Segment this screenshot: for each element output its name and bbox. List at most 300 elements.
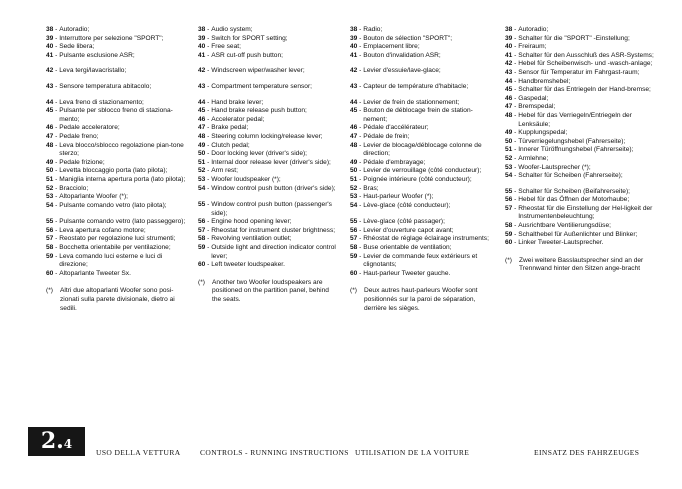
item-number: 55	[350, 218, 358, 226]
item-number: 49	[198, 141, 206, 149]
list-item: 58 - Buse orientable de ventilation;	[350, 244, 492, 253]
item-number: 42	[46, 67, 54, 75]
item-number: 46	[46, 124, 54, 132]
list-item: 59 - Outside light and direction indicator control lever;	[198, 244, 338, 261]
item-number: 43	[505, 68, 513, 76]
item-text: Handbremshebel;	[518, 77, 571, 85]
item-text: Capteur de température d'habitacle;	[363, 82, 469, 90]
item-group	[46, 218, 186, 278]
item-text: Freiraum;	[518, 43, 547, 51]
footnote-marker: (*)	[198, 278, 205, 286]
item-number: 45	[46, 107, 54, 115]
item-text: Switch for SPORT setting;	[211, 34, 288, 42]
item-text: Innerer Türöffnungshebel (Fahrerseite);	[518, 146, 634, 154]
list-item: 50 - Door locking lever (driver's side);	[198, 150, 338, 159]
list-item: 42 - Hebel für Scheibenwisch- und -wasch-anlage;	[505, 60, 655, 69]
item-number: 56	[46, 226, 54, 234]
list-item: 56 - Levier d'ouverture capot avant;	[350, 227, 492, 236]
item-text: Hebel für das Öffnen der Motorhaube;	[518, 196, 630, 204]
page-number-badge	[28, 427, 85, 456]
list-item: 45 - Pulsante per sblocco freno di staziona-mento;	[46, 107, 186, 124]
item-text: Leva tergi/lavacristallo;	[59, 67, 127, 75]
list-item: 48 - Hebel für das Verriegeln/Entriegeln der Lenksäule;	[505, 112, 655, 129]
item-number: 39	[46, 34, 54, 42]
item-number: 46	[505, 94, 513, 102]
item-number: 50	[46, 167, 54, 175]
list-item: 46 - Pédale d'accélérateur;	[350, 124, 492, 133]
item-text: Armlehne;	[518, 154, 549, 162]
item-number: 55	[198, 201, 206, 209]
item-text: Pulsante comando vetro (lato passeggero);	[59, 218, 186, 226]
item-text: Free seat;	[211, 43, 241, 51]
item-text: Rheostat for instrument cluster brightness;	[211, 226, 336, 234]
item-number: 58	[46, 244, 54, 252]
item-text: Bracciolo;	[59, 184, 89, 192]
footer-section-german: EINSATZ DES FAHRZEUGES	[534, 448, 640, 457]
item-text: Schalter für Scheiben (Fahrerseite);	[518, 172, 623, 180]
list-item: 42 - Windscreen wiper/washer lever;	[198, 67, 338, 76]
item-text: Radio;	[363, 26, 383, 33]
list-item: 51 - Poignée intérieure (côté conducteur);	[350, 176, 492, 185]
item-text: Autoradio;	[59, 26, 90, 33]
item-number: 45	[198, 107, 206, 115]
item-group	[350, 218, 492, 278]
list-item: 48 - Levier de blocage/déblocage colonne de direction;	[350, 142, 492, 159]
footnote-marker: (*)	[350, 287, 357, 295]
list-item: 45 - Hand brake release push button;	[198, 107, 338, 116]
list-item: 52 - Arm rest;	[198, 167, 338, 176]
item-text: Pédale d'accélérateur;	[363, 124, 429, 132]
footer-section-french: UTILISATION DE LA VOITURE	[355, 448, 470, 457]
item-group	[505, 26, 655, 181]
item-text: Clutch pedal;	[211, 141, 250, 149]
item-text: Arm rest;	[211, 167, 238, 175]
list-item: 55 - Pulsante comando vetro (lato passeggero);	[46, 218, 186, 226]
item-number: 44	[505, 77, 513, 85]
item-number: 54	[198, 184, 206, 192]
list-item: 56 - Leva apertura cofano motore;	[46, 227, 186, 236]
item-number: 42	[350, 67, 358, 75]
list-item: 52 - Bras;	[350, 185, 492, 194]
item-number: 39	[350, 34, 358, 42]
item-text: Revolving ventilation outlet;	[211, 235, 292, 243]
list-item: 43 - Capteur de température d'habitacle;	[350, 83, 492, 92]
item-number: 60	[198, 261, 206, 269]
item-text: Haut-parleur Tweeter gauche.	[363, 269, 451, 277]
item-number: 49	[46, 158, 54, 166]
item-text: Leva freno di stazionamento;	[59, 98, 144, 106]
item-number: 51	[46, 175, 54, 183]
item-text: Maniglia interna apertura porta (lato pilota);	[59, 175, 186, 183]
footnote-marker: (*)	[505, 256, 512, 264]
footnote	[198, 279, 338, 305]
item-text: Pédale d'embrayage;	[363, 158, 426, 166]
page-number-main: 2.	[40, 428, 64, 454]
list-item: 38 - Autoradio;	[505, 26, 655, 35]
item-text: Sensor für Temperatur im Fahrgast-raum;	[518, 68, 640, 76]
item-number: 52	[46, 184, 54, 192]
item-number: 46	[198, 115, 206, 123]
list-item: 49 - Kupplungspedal;	[505, 129, 655, 138]
item-number: 44	[350, 98, 358, 106]
item-number: 55	[46, 218, 54, 226]
item-text: Woofer-Lautsprecher (*);	[518, 163, 591, 171]
item-number: 41	[350, 51, 358, 59]
list-item: 47 - Brake pedal;	[198, 124, 338, 133]
item-number: 56	[505, 196, 513, 204]
item-text: Altoparlante Tweeter Sx.	[59, 269, 131, 277]
list-item: 40 - Sede libera;	[46, 43, 186, 52]
item-text: Hebel für das Verriegeln/Entriegeln der Lenksäule;	[518, 111, 632, 128]
item-number: 46	[350, 124, 358, 132]
item-group	[198, 99, 338, 194]
item-number: 47	[198, 124, 206, 132]
item-text: Levier d'essuie/lave-glace;	[363, 67, 441, 75]
item-number: 51	[505, 146, 513, 154]
item-number: 42	[198, 67, 206, 75]
list-item: 54 - Pulsante comando vetro (lato pilota);	[46, 202, 186, 211]
item-group	[198, 67, 338, 76]
item-text: Bouton de déblocage frein de station-nement;	[363, 107, 473, 123]
item-text: Pedale frizione;	[59, 158, 105, 166]
list-item: 42 - Levier d'essuie/lave-glace;	[350, 67, 492, 76]
item-text: Bocchetta orientabile per ventilazione;	[59, 244, 171, 252]
item-number: 59	[505, 230, 513, 238]
item-text: Steering column locking/release lever;	[211, 132, 323, 140]
item-number: 59	[198, 244, 206, 252]
item-number: 49	[505, 129, 513, 137]
list-item: 41 - Pulsante esclusione ASR;	[46, 52, 186, 61]
list-item: 43 - Sensor für Temperatur im Fahrgast-raum;	[505, 69, 655, 78]
item-number: 38	[505, 26, 513, 33]
item-number: 43	[198, 82, 206, 90]
item-group	[46, 67, 186, 76]
item-number: 47	[46, 132, 54, 140]
list-item: 39 - Switch for SPORT setting;	[198, 35, 338, 44]
list-item: 53 - Woofer-Lautsprecher (*);	[505, 164, 655, 173]
list-item: 55 - Schalter für Scheiben (Beifahrerseite);	[505, 188, 655, 197]
list-item: 59 - Levier de commande feux extérieurs et clignotants;	[350, 253, 492, 270]
item-group	[198, 26, 338, 60]
item-text: Levier de verrouillage (côté conducteur);	[363, 167, 482, 175]
item-text: Schalter für Scheiben (Beifahrerseite);	[518, 187, 631, 195]
item-text: Left tweeter loudspeaker.	[211, 261, 285, 269]
item-group	[505, 188, 655, 248]
item-number: 50	[350, 167, 358, 175]
footnote-text: Deux autres haut-parleurs Woofer sont positionnés sur la paroi de séparation, derrière les sièges.	[364, 287, 478, 312]
footer-section-italian: USO DELLA VETTURA	[96, 448, 181, 457]
item-number: 47	[350, 132, 358, 140]
item-number: 39	[198, 34, 206, 42]
item-number: 38	[350, 26, 358, 33]
list-item: 57 - Rheostat für die Einstellung der Hel-ligkeit der Instrumentenbeleuchtung;	[505, 205, 655, 222]
list-item: 53 - Altoparlante Woofer (*);	[46, 193, 186, 202]
item-group	[350, 99, 492, 211]
item-number: 42	[505, 60, 513, 68]
list-item: 48 - Leva blocco/sblocco regolazione pian-tone sterzo;	[46, 142, 186, 159]
list-item: 59 - Schalthebel für Außenlichter und Blinker;	[505, 231, 655, 240]
item-number: 50	[505, 137, 513, 145]
list-item: 44 - Hand brake lever;	[198, 99, 338, 108]
item-text: Hand brake lever;	[211, 98, 264, 106]
item-text: Woofer loudspeaker (*);	[211, 175, 281, 183]
list-item: 51 - Innerer Türöffnungshebel (Fahrerseite);	[505, 146, 655, 155]
list-item: 60 - Linker Tweeter-Lautsprecher.	[505, 239, 655, 248]
item-text: Schalter für die "SPORT" -Einstellung;	[518, 34, 630, 42]
item-text: Schalter für das Entriegeln der Hand-bremse;	[518, 86, 651, 94]
item-number: 52	[350, 184, 358, 192]
item-text: Levier de blocage/déblocage colonne de direction;	[363, 141, 482, 158]
column-english	[198, 26, 338, 305]
list-item: 46 - Pedale acceleratore;	[46, 124, 186, 133]
item-text: ASR cut-off push button;	[211, 51, 283, 59]
item-number: 45	[350, 107, 358, 115]
item-number: 57	[46, 235, 54, 243]
item-number: 54	[505, 172, 513, 180]
column-german	[505, 26, 655, 274]
list-item: 39 - Interruttore per selezione "SPORT";	[46, 35, 186, 44]
item-text: Kupplungspedal;	[518, 129, 568, 137]
list-item: 58 - Revolving ventilation outlet;	[198, 235, 338, 244]
item-text: Internal door release lever (driver's side);	[211, 158, 331, 166]
item-number: 55	[505, 187, 513, 195]
list-item: 46 - Gaspedal;	[505, 95, 655, 104]
item-number: 53	[505, 163, 513, 171]
list-item: 39 - Schalter für die "SPORT" -Einstellung;	[505, 35, 655, 44]
item-number: 40	[505, 43, 513, 51]
list-item: 57 - Reostato per regolazione luci strumenti;	[46, 235, 186, 244]
item-number: 43	[350, 82, 358, 90]
item-number: 40	[46, 43, 54, 51]
list-item: 50 - Levier de verrouillage (côté conducteur);	[350, 167, 492, 176]
item-number: 52	[198, 167, 206, 175]
list-item: 57 - Rheostat for instrument cluster brightness;	[198, 227, 338, 236]
item-text: Levier de commande feux extérieurs et clignotants;	[363, 252, 478, 269]
list-item: 40 - Free seat;	[198, 43, 338, 52]
item-number: 58	[198, 235, 206, 243]
list-item: 48 - Steering column locking/release lever;	[198, 133, 338, 142]
list-item: 51 - Internal door release lever (driver's side);	[198, 159, 338, 168]
item-text: Hebel für Scheibenwisch- und -wasch-anlage;	[518, 60, 653, 68]
list-item: 56 - Hebel für das Öffnen der Motorhaube;	[505, 196, 655, 205]
item-number: 59	[350, 252, 358, 260]
list-item: 56 - Engine hood opening lever;	[198, 218, 338, 227]
list-item: 38 - Audio system;	[198, 26, 338, 35]
list-item: 49 - Pedale frizione;	[46, 159, 186, 168]
item-number: 54	[350, 201, 358, 209]
list-item: 43 - Compartment temperature sensor;	[198, 83, 338, 92]
item-text: Window control push button (passenger's side);	[211, 201, 332, 217]
item-text: Accelerator pedal;	[211, 115, 265, 123]
item-text: Interruttore per selezione "SPORT";	[59, 34, 164, 42]
item-text: Engine hood opening lever;	[211, 218, 292, 226]
item-text: Lève-glace (côté conducteur);	[363, 201, 451, 209]
item-text: Autoradio;	[518, 26, 549, 33]
list-item: 58 - Ausrichtbare Ventilierungsdüse;	[505, 222, 655, 231]
footnote	[505, 257, 655, 274]
item-text: Outside light and direction indicator control lever;	[211, 244, 336, 260]
list-item: 60 - Left tweeter loudspeaker.	[198, 261, 338, 270]
list-item: 40 - Freiraum;	[505, 43, 655, 52]
list-item: 53 - Woofer loudspeaker (*);	[198, 176, 338, 185]
list-item: 58 - Bocchetta orientabile per ventilazione;	[46, 244, 186, 253]
item-number: 39	[505, 34, 513, 42]
item-number: 48	[350, 141, 358, 149]
item-text: Bouton de sélection "SPORT";	[363, 34, 453, 42]
item-text: Poignée intérieure (côté conducteur);	[363, 175, 472, 183]
item-text: Türverriegelungshebel (Fahrerseite);	[518, 137, 626, 145]
item-number: 44	[198, 98, 206, 106]
item-number: 45	[505, 86, 513, 94]
item-number: 40	[198, 43, 206, 51]
list-item: 47 - Bremspedal;	[505, 103, 655, 112]
item-number: 41	[46, 51, 54, 59]
list-item: 60 - Altoparlante Tweeter Sx.	[46, 270, 186, 279]
list-item: 45 - Schalter für das Entriegeln der Hand-bremse;	[505, 86, 655, 95]
list-item: 54 - Schalter für Scheiben (Fahrerseite);	[505, 172, 655, 181]
item-text: Rheostat für die Einstellung der Hel-ligkeit der Instrumentenbeleuchtung;	[518, 204, 653, 221]
list-item: 42 - Leva tergi/lavacristallo;	[46, 67, 186, 76]
item-text: Lève-glace (côté passager);	[363, 218, 445, 226]
item-text: Ausrichtbare Ventilierungsdüse;	[518, 222, 611, 230]
item-text: Levier de frein de stationnement;	[363, 98, 460, 106]
item-group	[46, 26, 186, 60]
item-number: 51	[350, 175, 358, 183]
list-item: 41 - Schalter für den Ausschluß des ASR-Systems;	[505, 51, 654, 59]
item-text: Haut-parleur Woofer (*);	[363, 193, 434, 201]
item-number: 43	[46, 82, 54, 90]
item-number: 56	[350, 226, 358, 234]
item-group	[350, 26, 492, 60]
item-group	[350, 83, 492, 92]
footnote-text: Another two Woofer loudspeakers are positioned on the partition panel, behind the seats.	[212, 278, 329, 304]
footnote	[46, 287, 186, 313]
item-group	[350, 67, 492, 76]
item-text: Buse orientable de ventilation;	[363, 244, 452, 252]
list-item: 38 - Radio;	[350, 26, 492, 35]
item-number: 44	[46, 98, 54, 106]
list-item: 57 - Rhéostat de réglage éclairage instruments;	[350, 235, 492, 244]
item-number: 53	[46, 193, 54, 201]
item-text: Pulsante comando vetro (lato pilota);	[59, 201, 167, 209]
list-item: 54 - Window control push button (driver's side);	[198, 185, 338, 194]
column-french	[350, 26, 492, 313]
item-number: 53	[198, 175, 206, 183]
item-number: 60	[350, 269, 358, 277]
list-item: 49 - Pédale d'embrayage;	[350, 159, 492, 168]
item-text: Sede libera;	[59, 43, 95, 51]
item-number: 51	[198, 158, 206, 166]
item-number: 57	[350, 235, 358, 243]
item-number: 49	[350, 158, 358, 166]
list-item: 52 - Armlehne;	[505, 155, 655, 164]
item-number: 47	[505, 103, 513, 111]
item-number: 60	[46, 269, 54, 277]
footnote-marker: (*)	[46, 287, 53, 295]
item-group	[46, 83, 186, 92]
item-number: 48	[198, 132, 206, 140]
item-text: Bras;	[363, 184, 379, 192]
list-item: 38 - Autoradio;	[46, 26, 186, 35]
item-group	[198, 201, 338, 270]
list-item: 51 - Maniglia interna apertura porta (lato pilota);	[46, 175, 186, 183]
item-text: Leva comando luci esterne e luci di direzione;	[59, 252, 163, 269]
item-group	[46, 99, 186, 211]
item-text: Audio system;	[211, 26, 253, 33]
item-number: 59	[46, 252, 54, 260]
item-group	[198, 83, 338, 92]
list-item: 54 - Lève-glace (côté conducteur);	[350, 202, 492, 211]
list-item: 59 - Leva comando luci esterne e luci di direzione;	[46, 253, 186, 270]
page-number-sub: 4	[63, 437, 73, 451]
list-item: 60 - Haut-parleur Tweeter gauche.	[350, 270, 492, 279]
item-text: Sensore temperatura abitacolo;	[59, 82, 152, 90]
list-item: 44 - Levier de frein de stationnement;	[350, 99, 492, 108]
item-number: 60	[505, 239, 513, 247]
footer-section-english: CONTROLS - RUNNING INSTRUCTIONS	[200, 448, 349, 457]
list-item: 47 - Pédale de frein;	[350, 133, 492, 142]
item-text: Pedale freno;	[59, 132, 99, 140]
item-text: Pulsante esclusione ASR;	[59, 51, 135, 59]
item-number: 41	[198, 51, 206, 59]
list-item: 39 - Bouton de sélection "SPORT";	[350, 35, 492, 44]
item-text: Compartment temperature sensor;	[211, 82, 312, 90]
item-number: 50	[198, 150, 206, 158]
list-item: 41 - ASR cut-off push button;	[198, 52, 338, 61]
list-item: 55 - Window control push button (passenger's side);	[198, 201, 338, 218]
item-text: Schalthebel für Außenlichter und Blinker;	[518, 230, 638, 238]
item-text: Leva apertura cofano motore;	[59, 226, 146, 234]
item-text: Window control push button (driver's side);	[211, 184, 336, 192]
item-number: 48	[46, 141, 54, 149]
item-text: Leva blocco/sblocco regolazione pian-tone sterzo;	[59, 141, 184, 158]
item-number: 52	[505, 154, 513, 162]
item-text: Linker Tweeter-Lautsprecher.	[518, 239, 604, 247]
item-number: 38	[46, 26, 54, 33]
item-number: 54	[46, 201, 54, 209]
footnote-text: Altri due altoparlanti Woofer sono posi-zionati sulla parete divisionale, dietro ai sedili.	[60, 287, 175, 312]
item-text: Levetta bloccaggio porta (lato pilota);	[59, 167, 168, 175]
item-text: Levier d'ouverture capot avant;	[363, 226, 454, 234]
item-text: Hand brake release push button;	[211, 107, 307, 115]
item-number: 38	[198, 26, 206, 33]
list-item: 44 - Leva freno di stazionamento;	[46, 99, 186, 108]
list-item: 46 - Accelerator pedal;	[198, 116, 338, 125]
item-text: Gaspedal;	[518, 94, 549, 102]
item-text: Altoparlante Woofer (*);	[59, 193, 128, 201]
item-text: Pulsante per sblocco freno di staziona-mento;	[59, 107, 173, 123]
item-text: Door locking lever (driver's side);	[211, 150, 308, 158]
footnote-text: Zwei weitere Basslautsprecher sind an der Trennwand hinter den Sitzen ange-bracht	[519, 256, 644, 273]
item-text: Windscreen wiper/washer lever;	[211, 67, 305, 75]
list-item: 55 - Lève-glace (côté passager);	[350, 218, 492, 227]
item-text: Reostato per regolazione luci strumenti;	[59, 235, 176, 243]
item-text: Schalter für den Ausschluß des ASR-Systems;	[518, 51, 654, 59]
item-text: Bouton d'invalidation ASR;	[363, 51, 441, 59]
list-item: 41 - Bouton d'invalidation ASR;	[350, 52, 492, 61]
list-item: 53 - Haut-parleur Woofer (*);	[350, 193, 492, 202]
list-item: 49 - Clutch pedal;	[198, 142, 338, 151]
list-item: 52 - Bracciolo;	[46, 185, 186, 194]
column-italian	[46, 26, 186, 313]
item-number: 58	[350, 244, 358, 252]
item-number: 57	[198, 226, 206, 234]
item-text: Pédale de frein;	[363, 132, 410, 140]
item-text: Rhéostat de réglage éclairage instruments;	[363, 235, 489, 243]
footnote	[350, 287, 492, 313]
item-number: 53	[350, 193, 358, 201]
list-item: 43 - Sensore temperatura abitacolo;	[46, 83, 186, 92]
